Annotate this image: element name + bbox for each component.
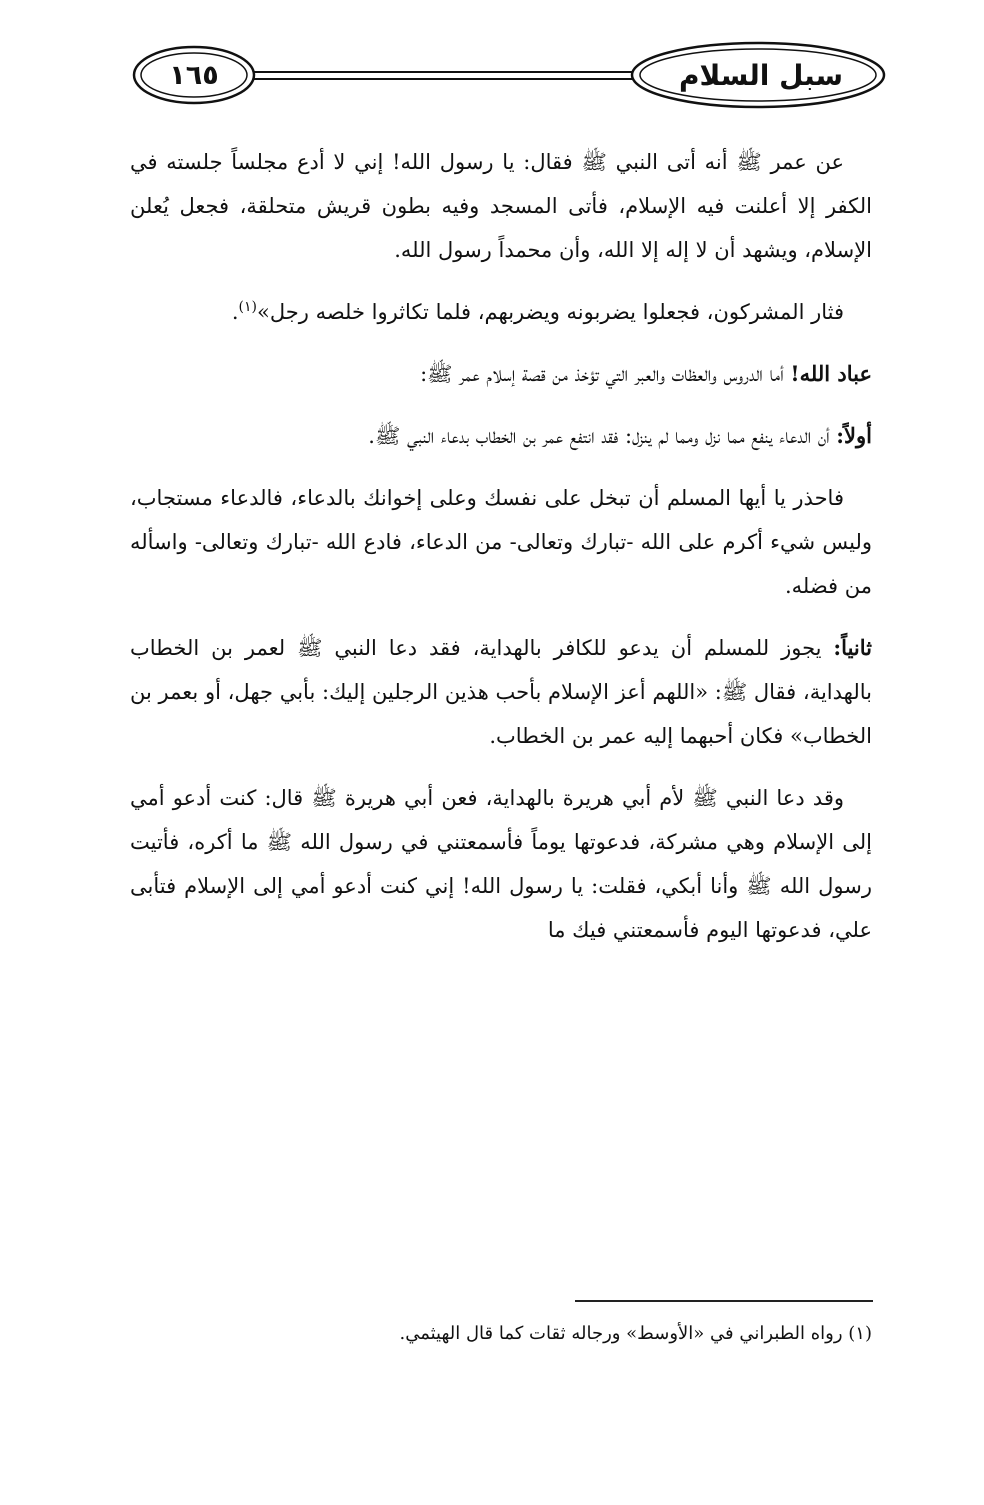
- paragraph-text: عن عمر ﷺ أنه أتى النبي ﷺ فقال: يا رسول الله! إني لا أدع مجلساً جلسته في الكفر إلا أعلنت فيه الإسلام، فأتى المسجد وفيه بطون قريش متحلقة، فجعل يُعلن الإسلام، ويشهد أن لا إله إلا الله، وأن محمداً رسول الله.: [130, 150, 872, 262]
- page-header: [128, 38, 890, 134]
- paragraph-text: فثار المشركون، فجعلوا يضربونه ويضربهم، فلما تكاثروا خلصه رجل»: [257, 300, 844, 324]
- paragraph-lead: أولاً:: [836, 423, 872, 448]
- footnote: (١) رواه الطبراني في «الأوسط» ورجاله ثقات كما قال الهيثمي.: [399, 1323, 872, 1344]
- paragraph-6: [130, 626, 872, 758]
- paragraph-4: [130, 414, 872, 458]
- paragraph-lead: ثانياً:: [833, 635, 872, 660]
- paragraph-7: [130, 776, 872, 952]
- book-title: سبل السلام: [678, 58, 844, 92]
- paragraph-5: [130, 476, 872, 608]
- footnote-separator: [575, 1300, 873, 1302]
- paragraph-text: فاحذر يا أيها المسلم أن تبخل على نفسك وعلى إخوانك بالدعاء، فالدعاء مستجاب، وليس شيء أكرم على الله -تبارك وتعالى- من الدعاء، فادع الله -تبارك وتعالى- واسأله من فضله.: [130, 486, 872, 598]
- paragraph-text: أن الدعاء ينفع مما نزل ومما لم ينزل: فقد انتفع عمر بن الخطاب بدعاء النبي ﷺ.: [368, 424, 837, 448]
- paragraph-lead: عباد الله!: [790, 361, 872, 386]
- footnote-reference: (١): [238, 299, 258, 315]
- paragraph-tail: .: [231, 300, 239, 324]
- paragraph-3: [130, 352, 872, 396]
- paragraph-1: [130, 140, 872, 272]
- body-text: [130, 140, 872, 970]
- paragraph-text: أما الدروس والعظات والعبر التي تؤخذ من قصة إسلام عمر ﷺ:: [420, 362, 791, 386]
- paragraph-text: يجوز للمسلم أن يدعو للكافر بالهداية، فقد دعا النبي ﷺ لعمر بن الخطاب بالهداية، فقال ﷺ: «اللهم أعز الإسلام بأحب هذين الرجلين إليك: بأبي جهل، أو بعمر بن الخطاب» فكان أحبهما إليه عمر بن الخطاب.: [130, 636, 872, 748]
- paragraph-text: وقد دعا النبي ﷺ لأم أبي هريرة بالهداية، فعن أبي هريرة ﷺ قال: كنت أدعو أمي إلى الإسلام وهي مشركة، فدعوتها يوماً فأسمعتني في رسول الله ﷺ ما أكره، فأتيت رسول الله ﷺ وأنا أبكي، فقلت: يا رسول الله! إني كنت أدعو أمي إلى الإسلام فتأبى علي، فدعوتها اليوم فأسمعتني فيك ما: [130, 786, 872, 942]
- paragraph-2: [130, 290, 872, 334]
- page-number: ١٦٥: [169, 59, 219, 91]
